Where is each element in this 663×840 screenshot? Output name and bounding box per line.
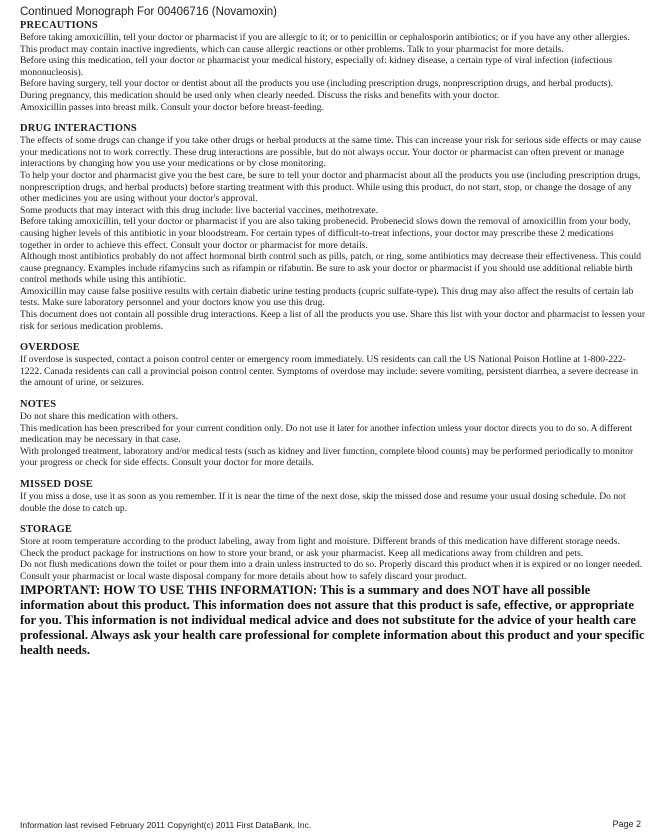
paragraph: With prolonged treatment, laboratory and/or medical tests (such as kidney and liver function, complete blood counts) may be performed periodically to monitor your progress or check for side effects. Consult your doctor for more details. [20, 445, 634, 469]
section-missed-dose [20, 479, 646, 514]
document-body [20, 20, 646, 658]
section-title-missed-dose: MISSED DOSE [20, 479, 93, 490]
section-title-storage: STORAGE [20, 524, 73, 536]
paragraph: Before using this medication, tell your doctor or pharmacist your medical history, especially of: kidney disease, a certain type of viral infection (infectious mononucleosis). [20, 55, 613, 78]
paragraph: Before taking amoxicillin, tell your doctor or pharmacist if you are also taking probenecid. Probenecid slows down the removal of amoxicillin from your body, causing higher levels of this antibiotic in your bloodstream. For certain types of difficult-to-treat infections, your doctor may prescribe these 2 medications together in order to achieve this effect. Consult your doctor or pharmacist for more details. [20, 216, 631, 251]
important-notice: IMPORTANT: HOW TO USE THIS INFORMATION: This is a summary and does NOT have all possible information about this product. This information does not assure that this product is safe, effective, or appropriate for you. This information is not individual medical advice and does not substitute for the advice of your health care professional. Always ask your health care professional for complete information about this product and your specific health needs. [20, 582, 645, 657]
paragraph: Before having surgery, tell your doctor or dentist about all the products you use (including prescription drugs, nonprescription drugs, and herbal products). [20, 78, 614, 90]
section-precautions [20, 20, 646, 113]
paragraph: If overdose is suspected, contact a poison control center or emergency room immediately. US residents can call the US National Poison Hotline at 1-800-222-1222. Canada residents can call a provincial poison control center. Symptoms of overdose may include: severe vomiting, persistent diarrhea, a severe decrease in the amount of urine, or seizures. [20, 354, 639, 389]
section-title-drug-interactions: DRUG INTERACTIONS [20, 123, 137, 135]
paragraph: This medication has been prescribed for your current condition only. Do not use it later for another infection unless your doctor directs you to do so. A different medication may be necessary in that case. [20, 422, 633, 446]
paragraph: To help your doctor and pharmacist give you the best care, be sure to tell your doctor and pharmacist about all the products you use (including prescription drugs, nonprescription drugs, and herbal products) before starting treatment with this product. While using this product, do not start, stop, or change the dosage of any other medicines you are using without your doctor's approval. [20, 169, 641, 205]
section-storage [20, 524, 646, 582]
paragraph: Before taking amoxicillin, tell your doctor or pharmacist if you are allergic to it; or to penicillin or cephalosporin antibiotics; or if you have any other allergies. This product may contain inactive ingredients, which can cause allergic reactions or other problems. Talk to your pharmacist for more details. [20, 32, 630, 55]
paragraph: Do not share this medication with others. [20, 411, 179, 423]
section-notes [20, 399, 646, 469]
paragraph: The effects of some drugs can change if you take other drugs or herbal products at the same time. This can increase your risk for serious side effects or may cause your medications not to work correctly. These drug interactions are possible, but do not always occur. Your doctor or pharmacist can often prevent or manage interactions by changing how you use your medications or by close monitoring. [20, 135, 641, 170]
section-title-overdose: OVERDOSE [20, 342, 80, 354]
footer-revision-info: Information last revised February 2011 Copyright(c) 2011 First DataBank, Inc. [20, 820, 312, 830]
paragraph: Store at room temperature according to the product labeling, away from light and moisture. Different brands of this medication have different storage needs. Check the product package for instructions on how to store your brand, or ask your pharmacist. Keep all medications away from children and pets. [20, 536, 620, 559]
section-drug-interactions [20, 123, 646, 332]
paragraph: This document does not contain all possible drug interactions. Keep a list of all the products you use. Share this list with your doctor and pharmacist to lessen your risk for serious medication problems. [20, 309, 646, 332]
paragraph: If you miss a dose, use it as soon as you remember. If it is near the time of the next dose, skip the missed dose and resume your usual dosing schedule. Do not double the dose to catch up. [20, 491, 626, 514]
paragraph: During pregnancy, this medication should be used only when clearly needed. Discuss the risks and benefits with your doctor. [20, 89, 500, 101]
paragraph: Do not flush medications down the toilet or pour them into a drain unless instructed to do so. Properly discard this product when it is expired or no longer needed. Consult your pharmacist or local waste disposal company for more details about how to safely discard your product. [20, 559, 643, 582]
paragraph: Amoxicillin passes into breast milk. Consult your doctor before breast-feeding. [20, 101, 325, 113]
paragraph: Amoxicillin may cause false positive results with certain diabetic urine testing products (cupric sulfate-type). This drug may also affect the results of certain lab tests. Make sure laboratory personnel and your doctors know you use this drug. [20, 285, 634, 309]
section-title-notes: NOTES [20, 399, 57, 411]
section-overdose [20, 342, 646, 389]
paragraph: Although most antibiotics probably do not affect hormonal birth control such as pills, patch, or ring, some antibiotics may decrease their effectiveness. This could cause pregnancy. Examples include rifamycins such as rifampin or rifabutin. Be sure to ask your doctor or pharmacist if you should use additional reliable birth control methods while using this antibiotic. [20, 251, 642, 286]
document-header: Continued Monograph For 00406716 (Novamoxin) [20, 6, 277, 18]
page-number: Page 2 [612, 819, 641, 829]
section-title-precautions: PRECAUTIONS [20, 20, 98, 31]
paragraph: Some products that may interact with this drug include: live bacterial vaccines, methotrexate. [20, 204, 379, 216]
